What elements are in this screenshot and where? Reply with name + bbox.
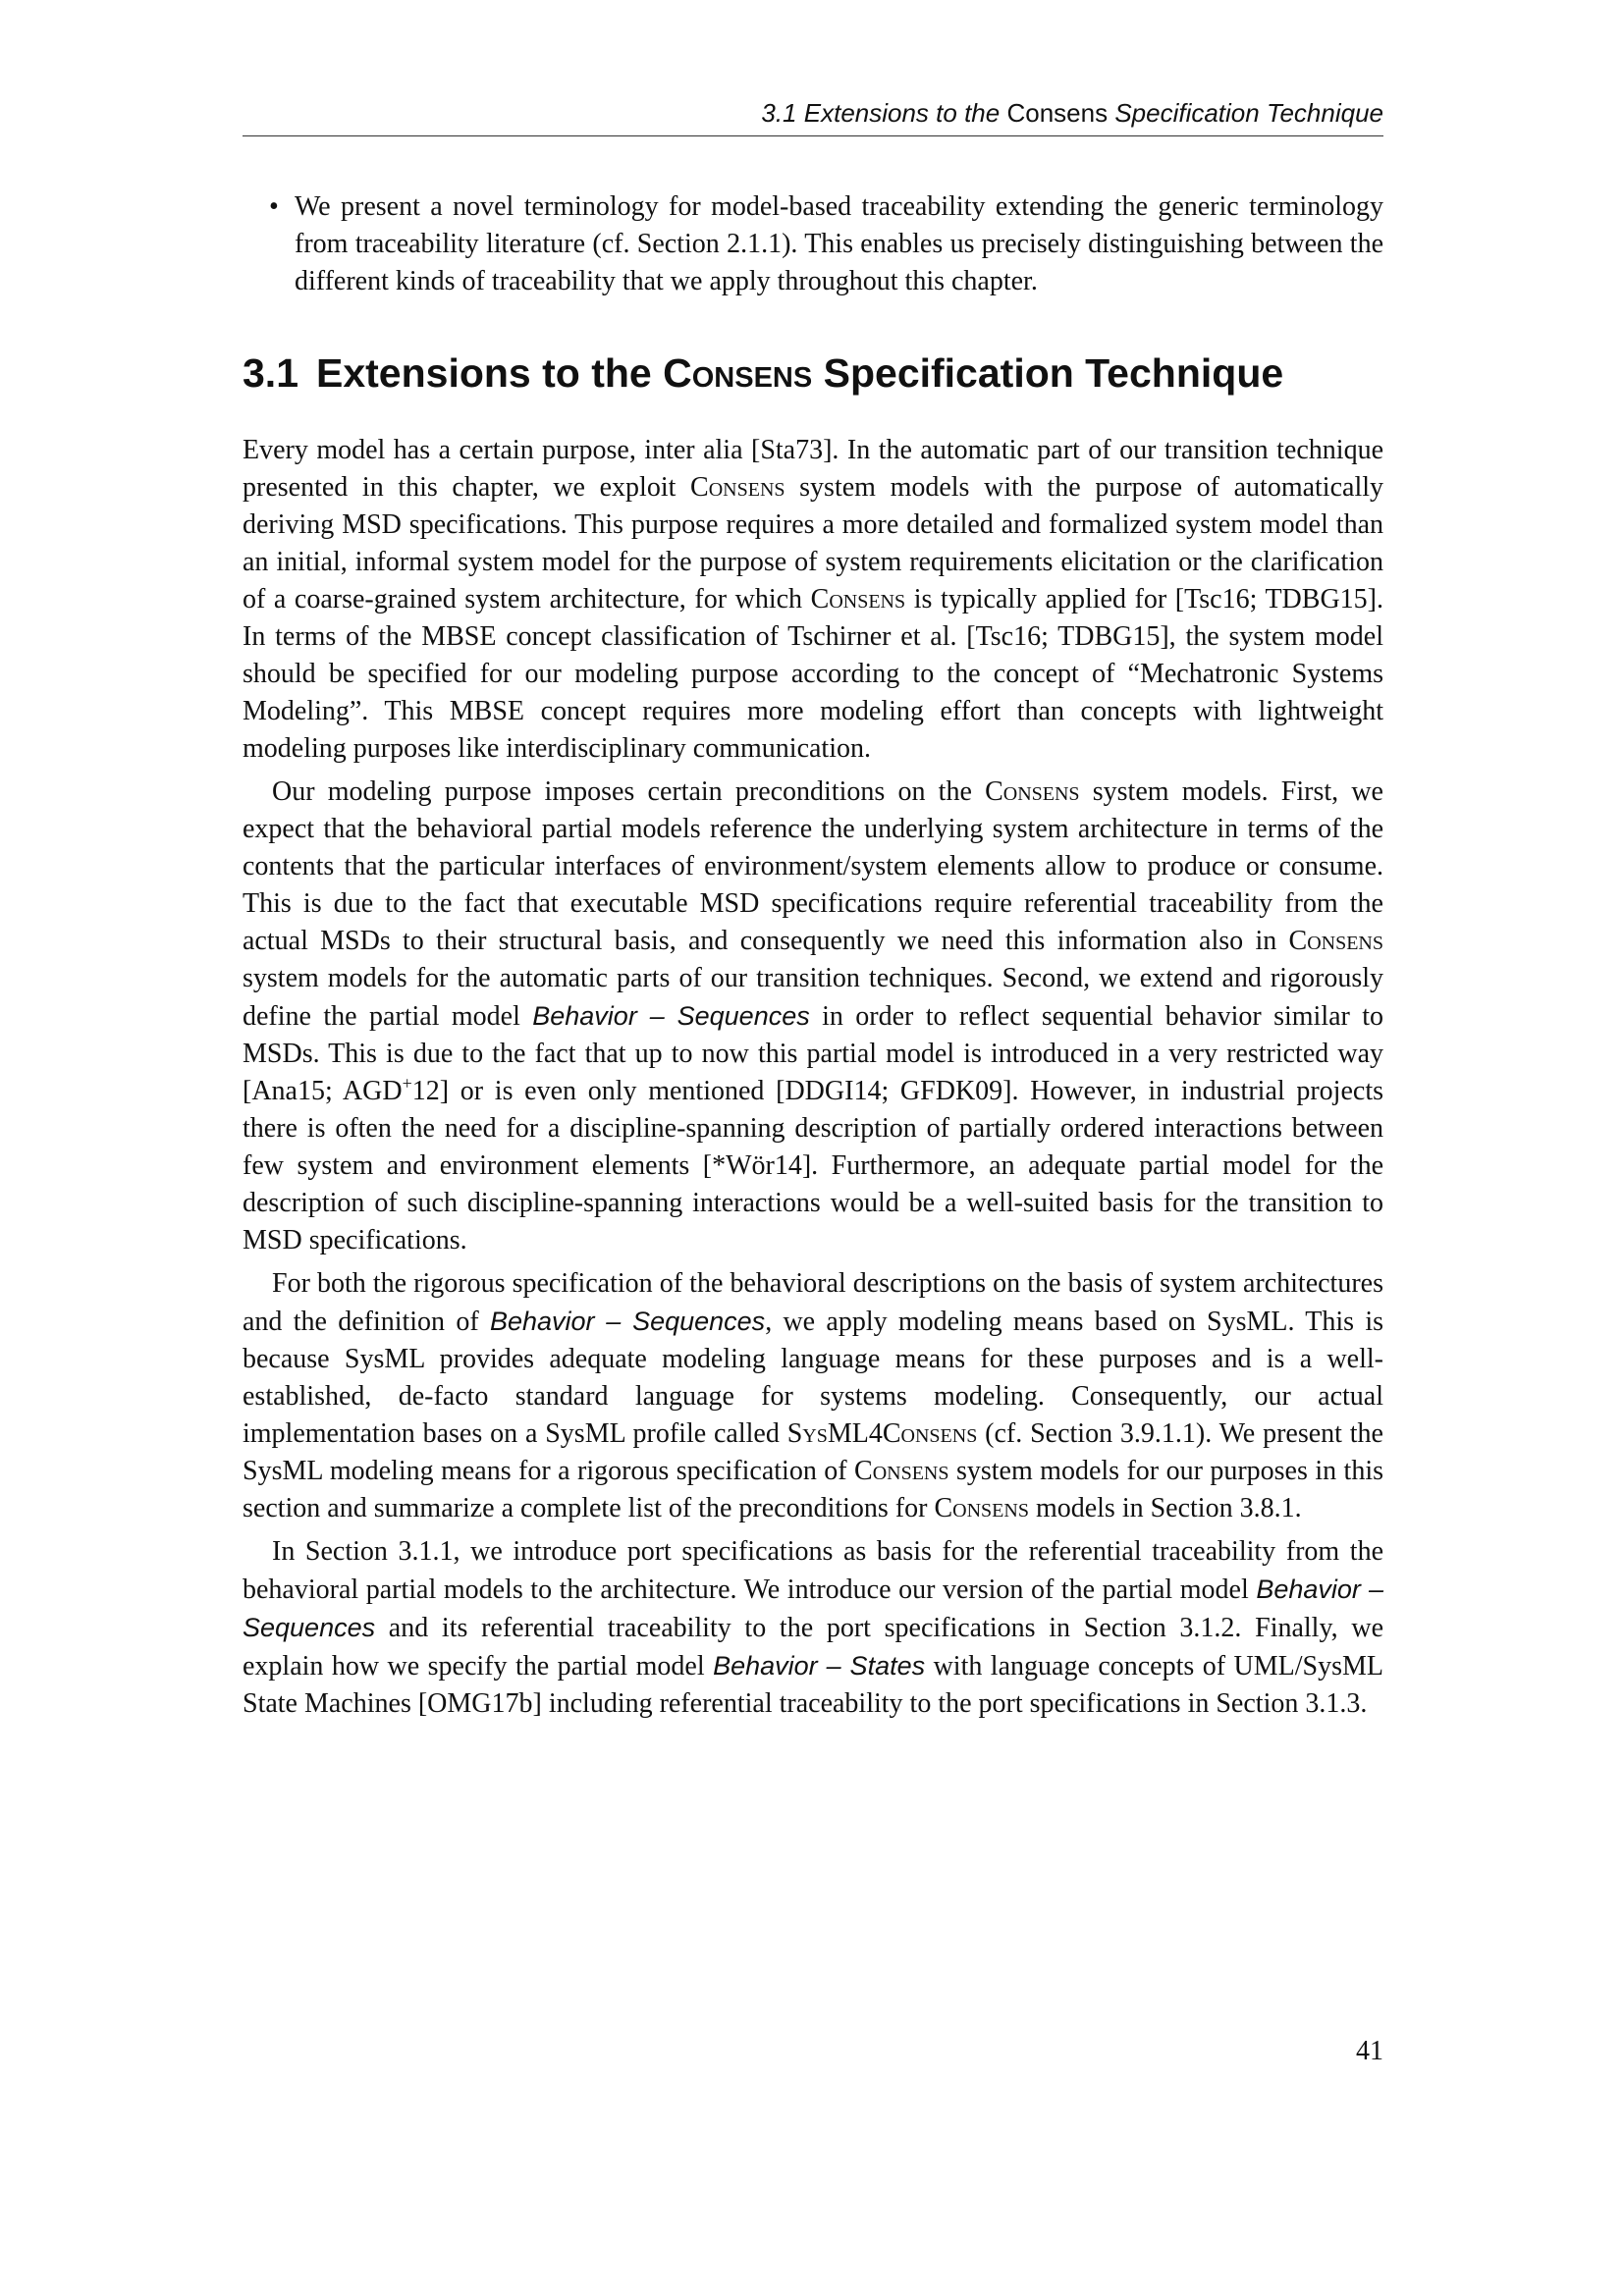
p1-text-c: is typically applied for [Tsc16; TDBG15]. In terms of the MBSE concept classification of Tschirner et al. [Tsc16; TDBG15], the system model should be specified for our modeling purpose according to the concept of “Mechatronic Systems Modeling”. This MBSE concept requires more modeling effort than concepts with lightweight modeling purposes like interdisciplinary communication. <box>243 584 1383 764</box>
p2-text-d: in order to reflect sequential behavior similar to MSDs. This is due to the fact that up to now this partial model is introduced in a very restricted way [Ana15; AGD <box>243 1001 1384 1106</box>
bullet-text: We present a novel terminology for model-based traceability extending the generic terminology from traceability literature (cf. Section 2.1.1). This enables us precisely distinguishing between the different kinds of traceability that we apply throughout this chapter. <box>295 191 1383 296</box>
running-header <box>243 96 1383 136</box>
p1-consens-1: Consens <box>690 472 785 503</box>
p3-text-e: models in Section 3.8.1. <box>1028 1493 1302 1523</box>
header-section-number: 3.1 <box>761 98 797 128</box>
bullet-item <box>269 188 1383 300</box>
section-title-name: Consens <box>663 350 813 396</box>
section-title-post: Specification Technique <box>823 350 1284 396</box>
p3-sysml4consens: SysML4Consens <box>786 1418 978 1449</box>
paragraph-2 <box>243 774 1383 1259</box>
p2-text-e: 12] or is even only mentioned [DDGI14; GFDK09]. However, in industrial projects there is often the need for a discipline-spanning description of partially ordered interactions between few system and environment elements [*Wör14]. Furthermore, an adequate partial model for the description of such discipline-spanning interactions would be a well-suited basis for the transition to MSD specifications. <box>243 1076 1383 1255</box>
page-number: 41 <box>1356 2036 1383 2066</box>
paragraph-1 <box>243 432 1383 768</box>
p2-text-c: system models for the automatic parts of our transition techniques. Second, we extend and rigorously define the partial model <box>243 963 1383 1032</box>
p2-text-a: Our modeling purpose imposes certain preconditions on the <box>272 776 986 807</box>
p3-text-a: For both the rigorous specification of the behavioral descriptions on the basis of system architectures and the definition of <box>243 1268 1383 1337</box>
p3-text-b: , we apply modeling means based on SysML. This is because SysML provides adequate modeling language means for these purposes and is a well-established, de-facto standard language for systems modeling. Consequently, our actual implementation bases on a SysML profile called <box>243 1307 1384 1449</box>
p4-text-a: In Section 3.1.1, we introduce port specifications as basis for the referential traceability from the behavioral partial models to the architecture. We introduce our version of the partial model <box>243 1536 1383 1605</box>
p1-consens-2: Consens <box>810 584 906 614</box>
p2-behavior-sequences: Behavior – Sequences <box>532 1001 810 1031</box>
p4-behavior-states: Behavior – States <box>713 1651 926 1681</box>
section-title-pre: Extensions to the <box>316 350 652 396</box>
paragraph-4 <box>243 1533 1383 1723</box>
p2-superscript: + <box>402 1073 412 1094</box>
p1-text-b: system models with the purpose of automatically deriving MSD specifications. This purpose requires a more detailed and formalized system model than an initial, informal system model for the purpose of system requirements elicitation or the clarification of a coarse-grained system architecture, for which <box>243 472 1383 614</box>
p3-consens-2: Consens <box>934 1493 1029 1523</box>
bullet-dot-icon: • <box>269 191 279 222</box>
p3-behavior-sequences: Behavior – Sequences <box>489 1307 766 1336</box>
p2-consens-1: Consens <box>985 776 1080 807</box>
section-number: 3.1 <box>243 350 298 396</box>
header-title-name: Consens <box>1006 98 1109 128</box>
p3-text-c: (cf. Section 3.9.1.1). We present the SysML modeling means for a rigorous specification of <box>243 1418 1383 1486</box>
p1-text-a: Every model has a certain purpose, inter alia [Sta73]. In the automatic part of our transition technique presented in this chapter, we exploit <box>243 435 1383 503</box>
header-title-post: Specification Technique <box>1114 98 1383 128</box>
p4-behavior-sequences: Behavior – Sequences <box>243 1575 1383 1642</box>
p4-text-b: and its referential traceability to the port specifications in Section 3.1.2. Finally, we explain how we specify the partial model <box>243 1613 1383 1682</box>
p4-text-c: with language concepts of UML/SysML State Machines [OMG17b] including referential traceability to the port specifications in Section 3.1.3. <box>243 1651 1383 1719</box>
p3-text-d: system models for our purposes in this section and summarize a complete list of the preconditions for <box>243 1456 1383 1523</box>
p2-consens-2: Consens <box>1288 926 1383 956</box>
body-text <box>243 432 1383 1729</box>
header-title-pre: Extensions to the <box>803 98 1001 128</box>
section-heading <box>243 348 1383 398</box>
p2-text-b: system models. First, we expect that the behavioral partial models reference the underlying system architecture in terms of the contents that the particular interfaces of environment/system elements allow to produce or consume. This is due to the fact that executable MSD specifications require referential traceability from the actual MSDs to their structural basis, and consequently we need this information also in <box>243 776 1383 956</box>
paragraph-3 <box>243 1265 1383 1527</box>
p3-consens-1: Consens <box>854 1456 949 1486</box>
